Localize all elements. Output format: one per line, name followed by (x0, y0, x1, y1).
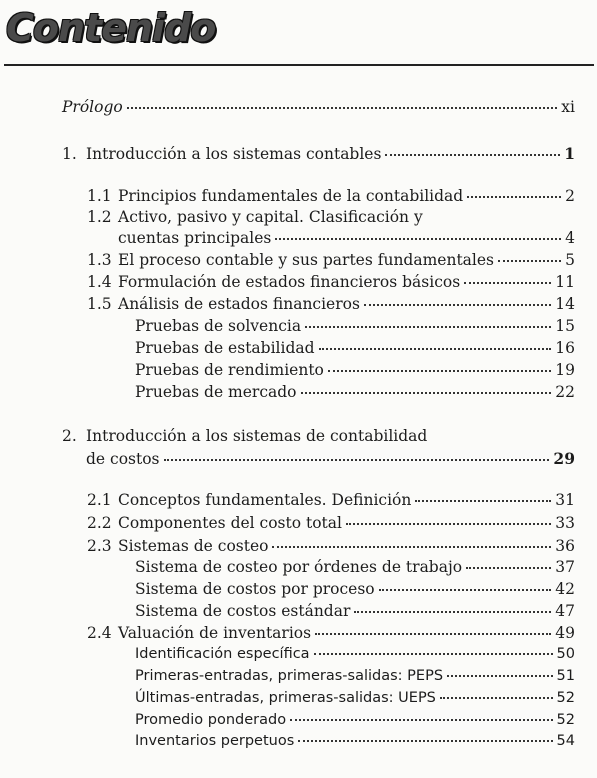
toc-entry-page: 52 (556, 712, 575, 728)
toc-entry-text: cuentas principales (118, 229, 272, 247)
toc-entry-text: Sistema de costos por proceso (135, 580, 375, 598)
toc-entry-page: 11 (555, 273, 575, 291)
toc-subsection[interactable] (135, 710, 575, 730)
toc-entry-page: 4 (565, 229, 575, 247)
toc-entry-text: Introducción a los sistemas de contabilidad (86, 427, 428, 445)
toc-entry-page: 16 (555, 339, 575, 357)
toc-subsection[interactable] (135, 382, 575, 402)
dot-leader (127, 107, 558, 109)
toc-subsection[interactable] (135, 338, 575, 358)
toc-entry-text: Activo, pasivo y capital. Clasificación y (118, 208, 423, 226)
toc-entry-text: Formulación de estados financieros básicos (118, 273, 461, 291)
toc-entry-text: Identificación específica (135, 646, 310, 662)
toc-entry-text: Pruebas de rendimiento (135, 361, 324, 379)
dot-leader (364, 304, 551, 306)
toc-chapter-1[interactable] (62, 144, 575, 164)
toc-entry-page: 37 (555, 558, 575, 576)
toc-entry-text: Sistemas de costeo (118, 537, 269, 555)
toc-entry-text: Primeras-entradas, primeras-salidas: PEPS (135, 668, 444, 684)
toc-chapter-2-cont[interactable] (86, 449, 575, 469)
toc-entry-number: 2.3 (87, 537, 112, 555)
toc-entry-page: 42 (555, 580, 575, 598)
toc-entry-page: 14 (555, 295, 575, 313)
toc-entry-prologo[interactable] (62, 97, 575, 117)
toc-entry-text: Promedio ponderado (135, 712, 287, 728)
dot-leader (314, 653, 553, 655)
toc-entry-page: 54 (556, 733, 575, 749)
toc-entry-page: 31 (555, 491, 575, 509)
toc-entry-text: Inventarios perpetuos (135, 733, 295, 749)
toc-entry-page: 29 (553, 449, 575, 468)
toc-entry-number: 2.4 (87, 624, 112, 642)
toc-entry-page: 33 (555, 514, 575, 532)
toc-entry-page: 1 (564, 144, 575, 163)
toc-entry-text: Introducción a los sistemas contables (86, 145, 382, 163)
dot-leader (301, 392, 552, 394)
toc-section-1-4[interactable] (87, 272, 575, 292)
toc-entry-text: Análisis de estados financieros (118, 295, 360, 313)
toc-entry-page: 5 (565, 251, 575, 269)
dot-leader (319, 348, 552, 350)
toc-section-1-1[interactable] (87, 186, 575, 206)
toc-entry-number: 1.2 (87, 208, 112, 226)
dot-leader (164, 459, 550, 461)
dot-leader (346, 523, 551, 525)
toc-section-1-2[interactable] (87, 207, 575, 227)
dot-leader (464, 282, 551, 284)
page-title: Contenido (6, 6, 216, 50)
toc-entry-number: 2.2 (87, 514, 112, 532)
toc-entry-number: 1.3 (87, 251, 112, 269)
toc-subsection[interactable] (135, 360, 575, 380)
dot-leader (272, 546, 551, 548)
toc-subsection[interactable] (135, 666, 575, 686)
dot-leader (498, 260, 561, 262)
toc-subsection[interactable] (135, 316, 575, 336)
toc-subsection[interactable] (135, 688, 575, 708)
toc-entry-page: 36 (555, 537, 575, 555)
toc-entry-page: 19 (555, 361, 575, 379)
toc-section-1-2-cont[interactable] (118, 228, 575, 248)
toc-entry-text: Pruebas de mercado (135, 383, 297, 401)
toc-entry-page: 22 (555, 383, 575, 401)
dot-leader (447, 675, 553, 677)
toc-entry-page: 51 (556, 668, 575, 684)
toc-subsection[interactable] (135, 579, 575, 599)
dot-leader (290, 719, 552, 721)
dot-leader (466, 567, 551, 569)
toc-entry-text: Pruebas de solvencia (135, 317, 302, 335)
toc-entry-text: Pruebas de estabilidad (135, 339, 315, 357)
dot-leader (440, 697, 553, 699)
toc-section-2-1[interactable] (87, 490, 575, 510)
toc-section-1-5[interactable] (87, 294, 575, 314)
toc-entry-page: 49 (555, 624, 575, 642)
toc-entry-text: Prólogo (62, 98, 123, 116)
dot-leader (379, 589, 552, 591)
dot-leader (328, 370, 551, 372)
toc-entry-number: 2.1 (87, 491, 112, 509)
toc-chapter-2[interactable] (62, 426, 575, 446)
toc-entry-number: 1.4 (87, 273, 112, 291)
toc-entry-number: 1.1 (87, 187, 112, 205)
toc-entry-page: 52 (556, 690, 575, 706)
toc-subsection[interactable] (135, 644, 575, 664)
dot-leader (415, 500, 551, 502)
toc-entry-text: Valuación de inventarios (118, 624, 312, 642)
toc-section-2-2[interactable] (87, 513, 575, 533)
toc-subsection[interactable] (135, 601, 575, 621)
toc-entry-text: Sistema de costeo por órdenes de trabajo (135, 558, 463, 576)
toc-subsection[interactable] (135, 557, 575, 577)
toc-entry-number: 2. (62, 427, 77, 445)
dot-leader (275, 238, 561, 240)
toc-entry-number: 1. (62, 145, 77, 163)
toc-section-2-3[interactable] (87, 536, 575, 556)
toc-entry-text: Conceptos fundamentales. Definición (118, 491, 412, 509)
toc-entry-text: Componentes del costo total (118, 514, 342, 532)
toc-entry-text: Sistema de costos estándar (135, 602, 351, 620)
toc-entry-number: 1.5 (87, 295, 112, 313)
toc-entry-page: 2 (565, 187, 575, 205)
dot-leader (467, 196, 561, 198)
dot-leader (385, 154, 560, 156)
toc-entry-text: Principios fundamentales de la contabilidad (118, 187, 464, 205)
toc-section-2-4[interactable] (87, 623, 575, 643)
toc-entry-text: de costos (86, 450, 160, 468)
toc-entry-text: Últimas-entradas, primeras-salidas: UEPS (135, 690, 436, 706)
header-rule (4, 64, 594, 66)
toc-entry-page: xi (561, 98, 575, 116)
toc-entry-text: El proceso contable y sus partes fundamentales (118, 251, 495, 269)
dot-leader (354, 611, 551, 613)
dot-leader (305, 326, 551, 328)
dot-leader (298, 740, 552, 742)
dot-leader (315, 633, 551, 635)
toc-entry-page: 50 (556, 646, 575, 662)
toc-section-1-3[interactable] (87, 250, 575, 270)
toc-entry-page: 15 (555, 317, 575, 335)
toc-subsection[interactable] (135, 731, 575, 751)
toc-entry-page: 47 (555, 602, 575, 620)
